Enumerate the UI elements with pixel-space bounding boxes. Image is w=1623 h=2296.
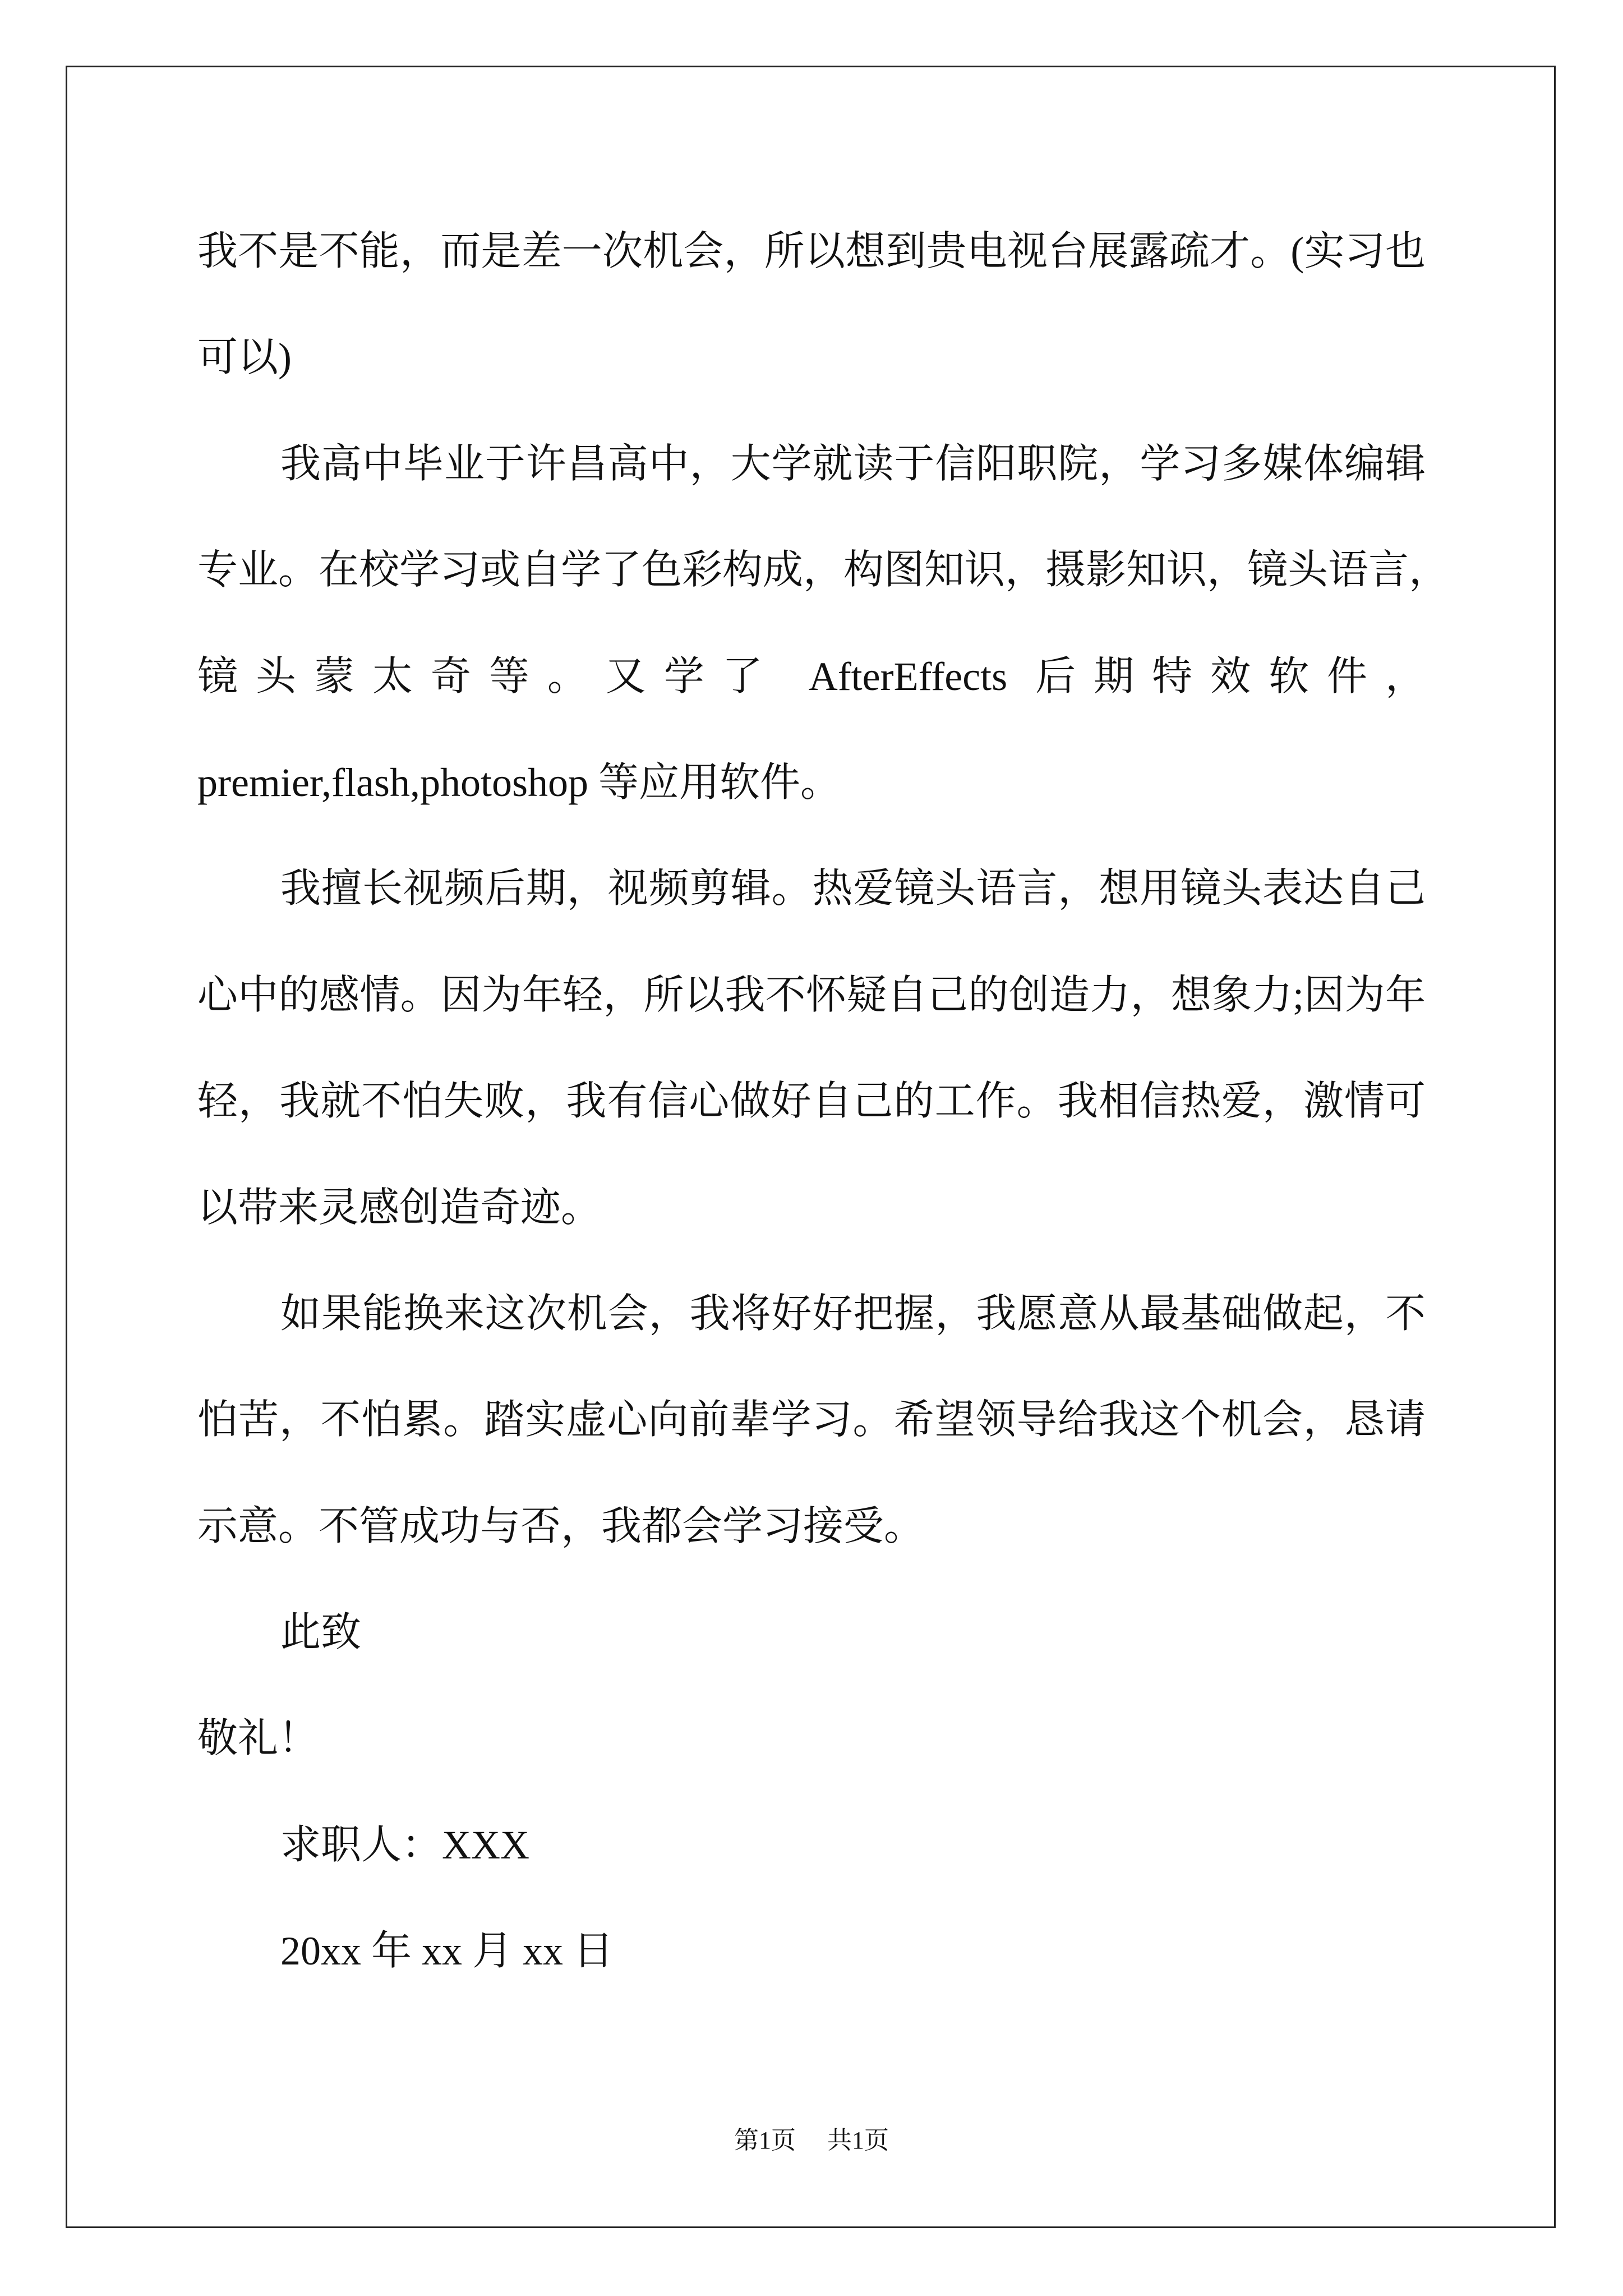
date-line: 20xx 年 xx 月 xx 日 — [280, 1929, 614, 1974]
text-line: 我高中毕业于许昌高中，大学就读于信阳职院，学习多媒体编辑 — [280, 441, 1426, 486]
text-line: 示意。不管成功与否，我都会学习接受。 — [197, 1503, 925, 1549]
salutation: 敬礼！ — [197, 1716, 319, 1761]
paragraph — [197, 411, 1450, 836]
text-line: 可以) — [197, 335, 292, 380]
paragraph — [197, 836, 1426, 1261]
page-footer — [0, 2124, 1623, 2157]
text-line: 如果能换来这次机会，我将好好把握，我愿意从最基础做起，不 — [280, 1291, 1426, 1336]
paragraph — [197, 1261, 1426, 1580]
text-line: 怕苦，不怕累。踏实虚心向前辈学习。希望领导给我这个机会，恳请 — [197, 1397, 1426, 1443]
text-line: premier,flash,photoshop 等应用软件。 — [197, 760, 841, 805]
text-line: 轻，我就不怕失败，我有信心做好自己的工作。我相信热爱，激情可 — [197, 1079, 1426, 1124]
text-line: 我擅长视频后期，视频剪辑。热爱镜头语言，想用镜头表达自己 — [280, 866, 1426, 912]
page-number: 第1页 — [734, 2127, 796, 2154]
paragraph — [197, 199, 1426, 411]
letter-body — [197, 199, 1450, 2005]
signature-line: 求职人：XXX — [280, 1822, 529, 1867]
text-line: 我不是不能，而是差一次机会，所以想到贵电视台展露疏才。(实习也 — [197, 229, 1426, 274]
text-line: 以带来灵感创造奇迹。 — [197, 1185, 602, 1230]
text-line: 专业。在校学习或自学了色彩构成，构图知识，摄影知识，镜头语言， — [197, 547, 1450, 593]
text-line: 心中的感情。因为年轻，所以我不怀疑自己的创造力，想象力;因为年 — [197, 972, 1426, 1018]
page-total: 共1页 — [827, 2127, 889, 2154]
closing-phrase: 此致 — [280, 1610, 362, 1655]
text-line: 镜头蒙太奇等。又学了 AfterEffects 后期特效软件， — [197, 654, 1426, 699]
